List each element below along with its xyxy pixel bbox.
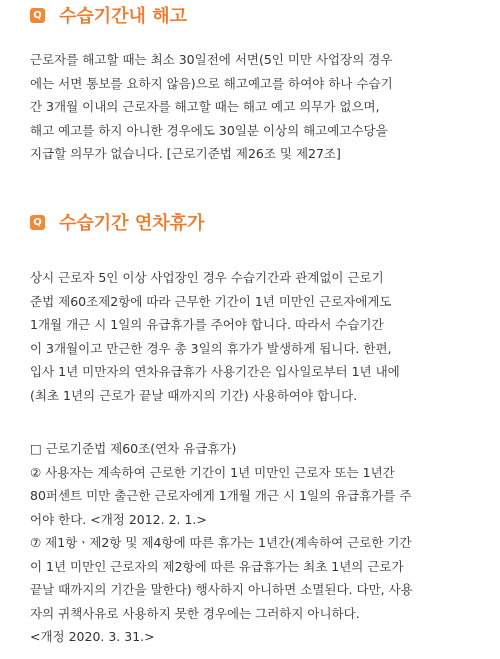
law-line: ② 사용자는 계속하여 근로한 기간이 1년 미만인 근로자 또는 1년간 (30, 464, 395, 480)
text-line: 상시 근로자 5인 이상 사업장인 경우 수습기간과 관계없이 근로기 (30, 270, 384, 285)
law-line: 80퍼센트 미만 출근한 근로자에게 1개월 개근 시 1일의 유급휴가를 주 (30, 488, 412, 503)
law-heading: □ 근로기준법 제60조(연차 유급휴가) (30, 441, 237, 456)
law-line: 어야 한다. <개정 2012. 2. 1.> (30, 511, 207, 527)
text-line: 에는 서면 통보를 요하지 않음)으로 해고예고를 하여야 하나 수습기 (30, 75, 393, 91)
section-title: 수습기간내 해고 (59, 6, 187, 27)
text-line: 해고 예고를 하지 아니한 경우에도 30일분 이상의 해고예고수당을 (30, 122, 388, 138)
text-line: 근로자를 해고할 때는 최소 30일전에 서면(5인 미만 사업장의 경우 (30, 52, 393, 67)
paragraph-annual-leave (30, 266, 470, 407)
paragraph-dismissal (30, 48, 470, 166)
text-line: 입사 1년 미만자의 연차유급휴가 사용기간은 입사일로부터 1년 내에 (30, 364, 400, 379)
q-badge-icon: Q (30, 8, 45, 23)
law-excerpt (30, 437, 470, 649)
q-badge-icon: Q (30, 215, 45, 230)
text-line: 이 3개월이고 만근한 경우 총 3일의 휴가가 발생하게 됩니다. 한편, (30, 340, 392, 356)
section-header-probation-leave (30, 209, 204, 235)
law-line: ⑦ 제1항ㆍ제2항 및 제4항에 따른 휴가는 1년간(계속하여 근로한 기간 (30, 535, 412, 550)
section-title: 수습기간 연차휴가 (59, 213, 205, 234)
law-line: 자의 귀책사유로 사용하지 못한 경우에는 그러하지 아니하다. (30, 605, 360, 621)
text-line: 준법 제60조제2항에 따라 근무한 기간이 1년 미만인 근로자에게도 (30, 293, 392, 309)
text-line: 1개월 개근 시 1일의 유급휴가를 주어야 합니다. 따라서 수습기간 (30, 317, 384, 332)
law-line: 끝날 때까지의 기간을 말한다) 행사하지 아니하면 소멸된다. 다만, 사용 (30, 582, 413, 597)
law-line: 이 1년 미만인 근로자의 제2항에 따른 유급휴가는 최초 1년의 근로가 (30, 558, 404, 574)
text-line: 간 3개월 이내의 근로자를 해고할 때는 해고 예고 의무가 없으며, (30, 99, 380, 114)
section-header-probation-dismissal (30, 2, 187, 28)
text-line: (최초 1년의 근로가 끝날 때까지의 기간) 사용하여야 합니다. (30, 387, 358, 403)
law-line: <개정 2020. 3. 31.> (30, 629, 155, 644)
text-line: 지급할 의무가 없습니다. [근로기준법 제26조 및 제27조] (30, 146, 341, 161)
